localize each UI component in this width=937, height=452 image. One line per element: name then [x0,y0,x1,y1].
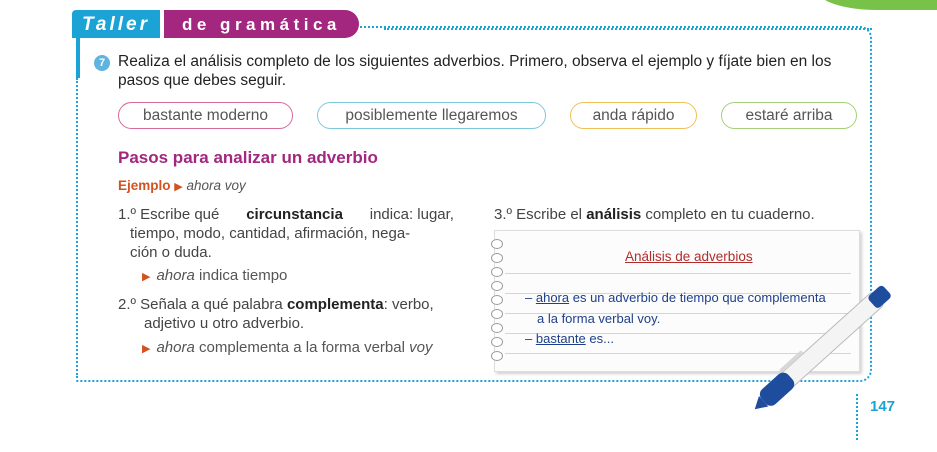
step-2-rest: : verbo, [383,296,434,313]
bullet-arrow-icon: ▶ [142,343,151,355]
spiral-ring [491,337,503,347]
bullet-arrow-icon: ▶ [174,181,183,193]
step-2-example-rest: complementa a la forma verbal [199,339,405,356]
example-text: ahora voy [186,178,246,193]
notepad-title: Análisis de adverbios [625,249,753,264]
page-number-dots [856,394,858,440]
adverb-chip [721,102,857,129]
step-2-keyword: complementa [286,296,384,313]
step-3-rest: completo en tu cuaderno. [645,206,815,223]
section-title [72,10,359,38]
dash: – [525,290,533,305]
spiral-ring [491,351,503,361]
dash: – [525,331,533,346]
step-1-example-rest: indica tiempo [199,267,288,284]
chip-label: estaré arriba [745,106,833,124]
exercise-instruction: Realiza el análisis completo de los siguientes adverbios. Primero, observa el ejemplo y fíjate bien en los pasos que debes seguir. [118,53,832,89]
step-1-line2: tiempo, modo, cantidad, afirmación, nega- [130,225,411,242]
step-1-example [142,267,287,284]
step-1 [118,205,454,262]
spiral-ring [491,267,503,277]
notepad-line-2: a la forma verbal voy. [537,311,661,326]
step-2-line2: adjetivo u otro adverbio. [144,315,305,332]
leaf-decoration [817,0,937,10]
adverb-chip [118,102,293,129]
step-3-keyword: análisis [586,206,642,223]
spiral-ring [491,323,503,333]
spiral-ring [491,281,503,291]
example-line [118,178,246,193]
step-3 [494,205,839,224]
adverb-chip [570,102,697,129]
chip-label: bastante moderno [143,106,268,124]
step-1-prefix: 1.º Escribe qué [118,206,220,223]
section-title-part2: de gramática [160,10,359,38]
step-2-example-word2: voy [409,339,433,356]
step-2 [118,295,458,333]
chip-label: posiblemente llegaremos [345,106,518,124]
step-3-prefix: 3.º Escribe el [494,206,583,223]
notepad-line-3-rest: es... [589,331,614,346]
step-1-rest: indica: lugar, [369,206,454,223]
exercise-number-badge: 7 [94,55,110,71]
step-1-keyword: circunstancia [246,206,343,223]
steps-heading: Pasos para analizar un adverbio [118,148,378,167]
notepad-line-3 [525,331,614,346]
step-2-prefix: 2.º Señala a qué palabra [118,296,283,313]
bullet-arrow-icon: ▶ [142,271,151,283]
notepad-line-3-word: bastante [535,331,586,346]
spiral-ring [491,295,503,305]
spiral-ring [491,253,503,263]
notepad-line-1-rest: es un adverbio de tiempo que complementa [572,290,826,305]
header-dotted-line [384,28,872,30]
pen-icon [735,262,935,412]
step-1-example-word: ahora [156,267,195,284]
notepad-line-1-word: ahora [535,290,570,305]
step-1-line3: ción o duda. [130,244,212,261]
section-title-part1: Taller [72,10,168,38]
adverb-chip [317,102,546,129]
step-2-example [142,339,432,356]
spiral-ring [491,309,503,319]
step-2-example-word: ahora [156,339,195,356]
example-label: Ejemplo [118,178,171,193]
frame-left-dots [76,78,78,378]
spiral-ring [491,239,503,249]
chip-label: anda rápido [592,106,675,124]
page-number: 147 [870,398,896,415]
